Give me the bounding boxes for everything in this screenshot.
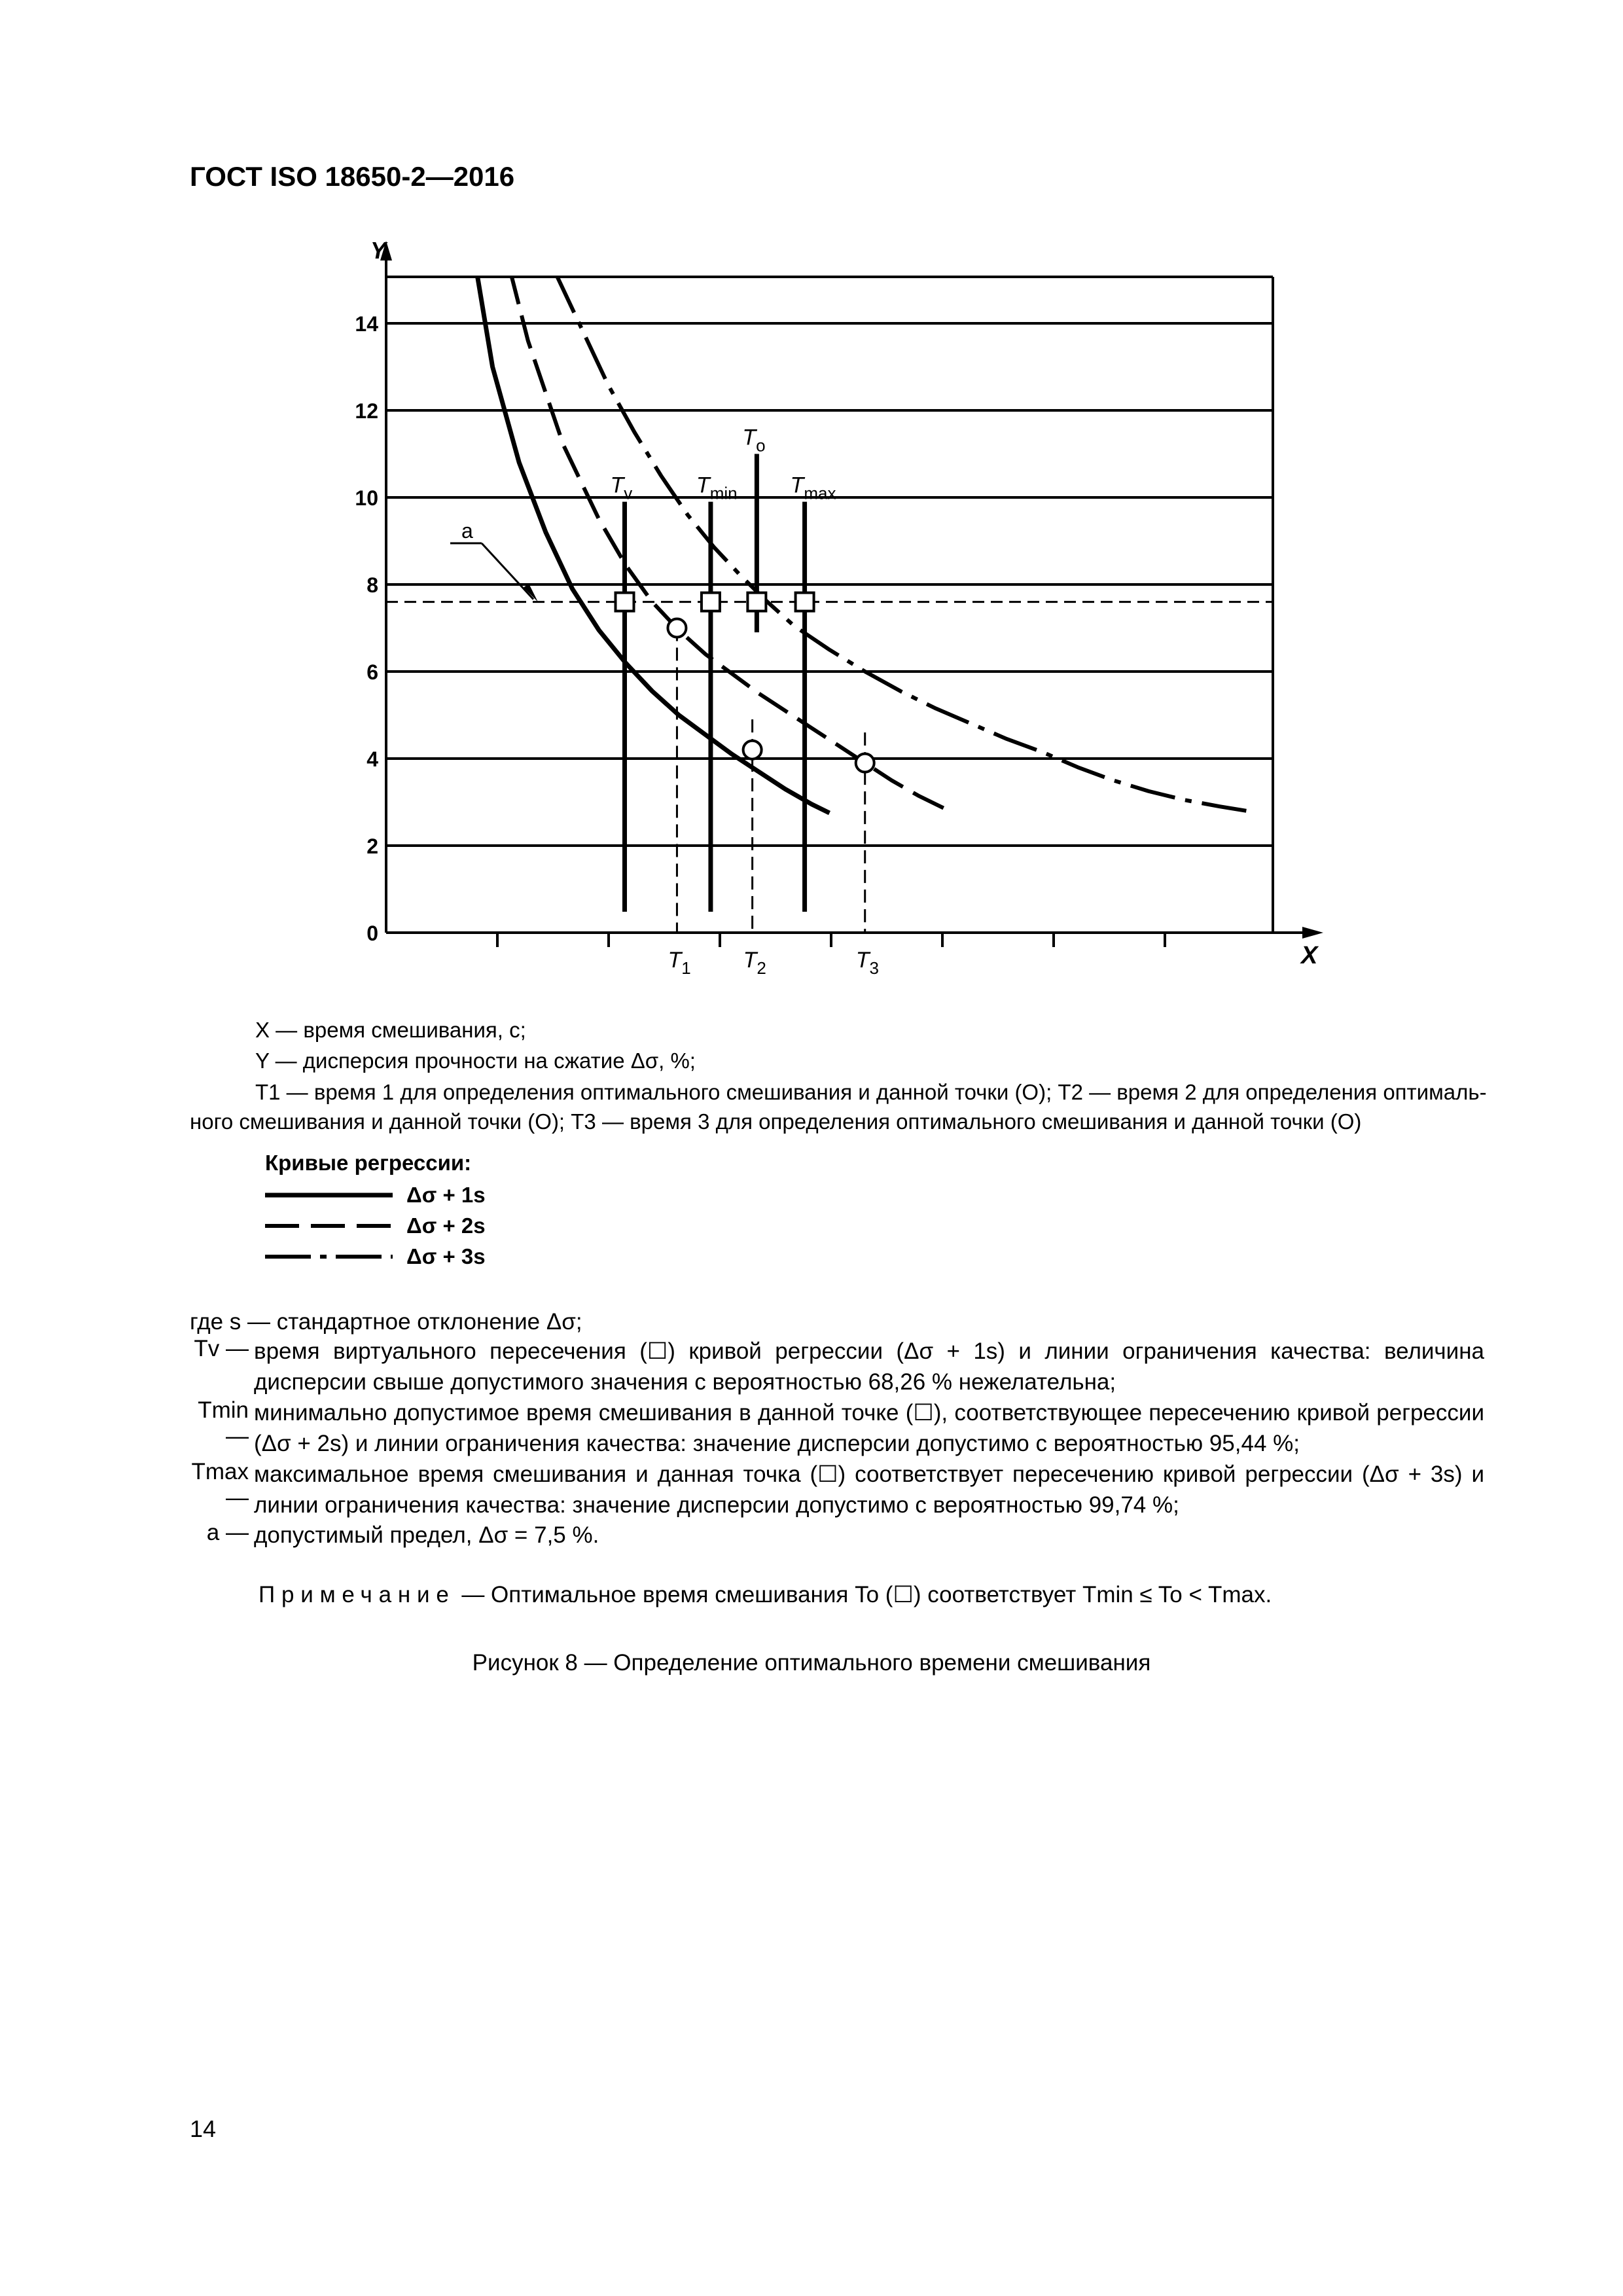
data-point-t3 — [856, 754, 874, 772]
data-point-t2 — [743, 741, 762, 759]
marker-label-tv: $T_v$ — [610, 473, 633, 503]
page-number: 14 — [190, 2115, 217, 2142]
annotation-arrow — [524, 584, 538, 602]
figure-caption: Рисунок 8 — Определение оптимального времени смешивания — [472, 1650, 1151, 1676]
marker-label-to: $T_o$ — [742, 425, 766, 456]
marker-square-to — [747, 593, 766, 611]
definition-tv: время виртуального пересечения (☐) кривой регрессии (Δσ + 1s) и линии ограничения качества: величина дисперсии свыше допустимого значения с вероятностью 68,26 % нежелательна; — [254, 1338, 1484, 1395]
y-tick-label: 12 — [355, 399, 378, 423]
regression-curve-1 — [476, 271, 829, 813]
legend-x: X — время смешивания, с; — [255, 1018, 526, 1042]
x-axis-label: X — [1301, 942, 1318, 969]
marker-square-tmax — [796, 593, 814, 611]
marker-square-tmin — [702, 593, 720, 611]
regression-legend-title: Кривые регрессии: — [265, 1151, 472, 1175]
y-tick-label: 4 — [366, 747, 378, 771]
legend-series-1s-label: Δσ + 1s — [406, 1183, 486, 1208]
marker-square-tv — [615, 593, 633, 611]
definition-tmax-term: Tmax — — [191, 1459, 249, 1511]
y-tick-label: 14 — [355, 312, 378, 336]
x-marker-label-t3: $T_3$ — [855, 948, 879, 978]
definition-tmin: минимально допустимое время смешивания в данной точке (☐), соответствующее пересечению кривой регрессии (Δσ + 2s) и линии ограничения качества: значение дисперсии допустимо с вероятностью 95,44 %; — [254, 1400, 1484, 1457]
legend-series-2s — [265, 1212, 486, 1241]
legend-t-line1: T1 — время 1 для определения оптимального смешивания и данной точки (O); T2 — время 2 для определения оптималь- — [255, 1080, 1487, 1104]
data-point-t1 — [668, 619, 686, 637]
regression-curve-3 — [554, 271, 1246, 811]
x-marker-label-t2: $T_2$ — [743, 948, 766, 978]
definition-tmax: максимальное время смешивания и данная точка (☐) соответствует пересечению кривой регрессии (Δσ + 3s) и линии ограничения качества: значение дисперсии допустимо с вероятностью 99,74 %; — [254, 1462, 1484, 1518]
legend-y: Y — дисперсия прочности на сжатие Δσ, %; — [255, 1049, 696, 1073]
y-tick-label: 8 — [366, 573, 378, 597]
document-header: ГОСТ ISO 18650-2—2016 — [190, 161, 515, 192]
note-prefix: Примечание — [259, 1582, 455, 1607]
marker-label-tmin: $T_{min}$ — [696, 473, 738, 503]
y-axis-label: Y — [370, 237, 387, 264]
definition-a-term: a — — [206, 1520, 249, 1545]
x-marker-label-t1: $T_1$ — [668, 948, 691, 978]
x-axis-arrow — [1302, 927, 1323, 939]
regression-curve-2 — [510, 271, 945, 808]
note — [259, 1582, 1272, 1608]
legend-series-2s-label: Δσ + 2s — [406, 1213, 486, 1238]
note-text: — Оптимальное время смешивания To (☐) соответствует Tmin ≤ To < Tmax. — [455, 1582, 1272, 1607]
plot-frame — [380, 241, 1323, 947]
legend-t-line2: ного смешивания и данной точки (O); T3 — время 3 для определения оптимального смешивания и данной точки (O) — [190, 1109, 1362, 1134]
y-tick-label: 0 — [366, 922, 378, 945]
y-tick-label: 2 — [366, 834, 378, 858]
regression-curves — [476, 271, 1246, 813]
legend-series-3s — [265, 1243, 486, 1272]
definition-s: где s — стандартное отклонение Δσ; — [190, 1309, 582, 1335]
annotation-leader — [482, 543, 533, 600]
axis-labels — [355, 237, 1319, 978]
definition-tmin-term: Tmin — — [198, 1397, 249, 1449]
time-markers — [386, 454, 1273, 933]
definition-a: допустимый предел, Δσ = 7,5 %. — [254, 1522, 599, 1548]
y-tick-label: 6 — [366, 660, 378, 684]
regression-chart — [0, 0, 1623, 1021]
marker-label-tmax: $T_{max}$ — [790, 473, 836, 503]
annotation-label: a — [461, 519, 473, 543]
definition-tv-term: Tv — — [194, 1336, 249, 1361]
y-tick-label: 10 — [355, 486, 378, 510]
legend-series-1s — [265, 1181, 486, 1210]
legend-series-3s-label: Δσ + 3s — [406, 1244, 486, 1269]
